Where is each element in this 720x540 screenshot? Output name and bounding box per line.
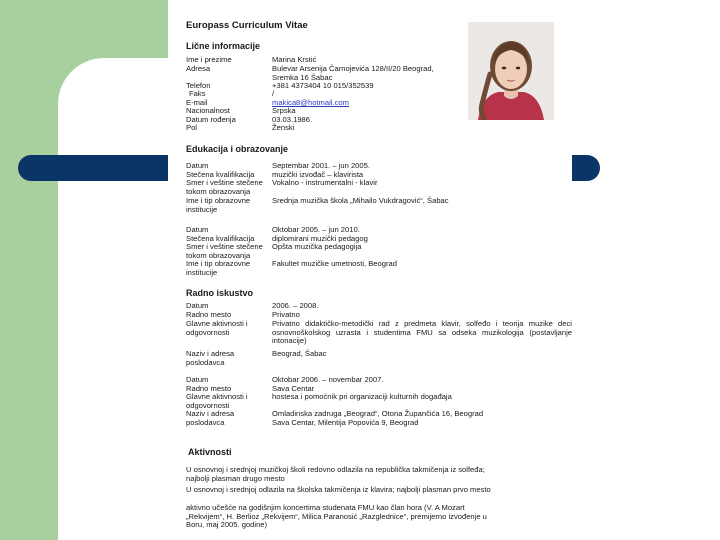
row-label: Glavne aktivnosti i odgovornosti [186, 392, 248, 410]
row-label: Glavne aktivnosti i odgovornosti [186, 319, 248, 337]
activity-paragraph: U osnovnoj i srednjoj muzičkoj školi redovno odlazila na republička takmičenja iz solfeđa; najbolji plasman drugo mesto [186, 465, 485, 483]
row-value: Privatno [272, 310, 300, 319]
row-label: Smer i veštine stečene tokom obrazovanja [186, 178, 263, 196]
row-label: Naziv i adresa poslodavca [186, 349, 235, 367]
row-value: Septembar 2001. – jun 2005. [272, 161, 370, 170]
row-label: Naziv i adresa poslodavca [186, 409, 235, 427]
row-label: Ime i prezime [186, 55, 232, 64]
row-value: Bulevar Arsenija Čarnojevića 128/II/20 Beograd, Sremka 16 Šabac [272, 64, 434, 82]
row-value: Sava Centar [272, 384, 315, 393]
section-heading-personal: Lične informacije [186, 41, 261, 51]
row-label: Telefon [186, 81, 211, 90]
row-label: Ime i tip obrazovne institucije [186, 259, 251, 277]
row-value: diplomirani muzički pedagog [272, 234, 368, 243]
row-value: Ženski [272, 123, 295, 132]
row-label: Radno mesto [186, 310, 232, 319]
row-value: Srednja muzička škola „Mihailo Vukdragović“, Šabac [272, 196, 449, 205]
row-value: Privatno didaktičko-metodički rad z predmeta klavir, solfeđo i teorija muzike deci osnovnoškolskog uzrasta i studentima FMU sa odseka muzikologija (postavljanje intonacije) [272, 319, 572, 346]
row-value: / [272, 89, 275, 98]
cv-title: Europass Curriculum Vitae [186, 20, 308, 31]
education-row-institution [186, 197, 570, 217]
row-label: Pol [186, 123, 197, 132]
activity-paragraph: aktivno učešće na godišnjim koncertima studenata FMU kao član hora (V. A Mozart „Rekvijem“, H. Berlioz „Rekvijem“, Milica Paranosić „Razglednice“, premijerno izvođenje u Boru, maj 2005. godine) [186, 503, 487, 530]
portrait-image [468, 22, 554, 120]
row-value: Vokalno - instrumentalni - klavir [272, 178, 378, 187]
row-label: Faks [189, 89, 206, 98]
work-row-employer [186, 350, 570, 370]
section-heading-education: Edukacija i obrazovanje [186, 144, 289, 154]
section-heading-activities: Aktivnosti [188, 447, 232, 457]
work-row-employer [186, 410, 570, 430]
row-value: muzički izvođač – klavirista [272, 170, 364, 179]
row-value: 2006. – 2008. [272, 301, 319, 310]
cv-page [168, 0, 572, 540]
row-value: Fakultet muzičke umetnosti, Beograd [272, 259, 397, 268]
row-value: Beograd, Šabac [272, 349, 327, 358]
row-label: Datum [186, 161, 209, 170]
row-label: Ime i tip obrazovne institucije [186, 196, 251, 214]
row-label: Datum [186, 225, 209, 234]
row-value: Marina Krstić [272, 55, 317, 64]
row-label: Datum [186, 375, 209, 384]
row-value: Omladinska zadruga „Beograd“, Otona Župančića 16, Beograd Sava Centar, Milentija Popovića 9, Beograd [272, 409, 484, 427]
row-label: Datum rođenja [186, 115, 236, 124]
row-label: Stečena kvalifikacija [186, 234, 255, 243]
row-value: hostesa i pomoćnik pri organizaciji kulturnih događaja [272, 392, 452, 401]
row-label: Adresa [186, 64, 211, 73]
activity-paragraph: U osnovnoj i srednjoj odlazila na školska takmičenja iz klavira; najbolji plasman prvo mesto [186, 485, 491, 494]
row-label: E-mail [186, 98, 208, 107]
row-label: Stečena kvalifikacija [186, 170, 255, 179]
education-row-institution [186, 260, 570, 280]
row-label: Nacionalnost [186, 106, 230, 115]
profile-photo [468, 22, 554, 120]
email-link[interactable]: makica8@hotmail.com [272, 98, 349, 107]
row-value: Oktobar 2006. – novembar 2007. [272, 375, 384, 384]
row-label: Radno mesto [186, 384, 232, 393]
row-label: Datum [186, 301, 209, 310]
row-value: +381 4373404 10 015/352539 [272, 81, 374, 90]
row-value: Opšta muzička pedagogija [272, 242, 362, 251]
row-label: Smer i veštine stečene tokom obrazovanja [186, 242, 263, 260]
row-value: Srpska [272, 106, 296, 115]
section-heading-work: Radno iskustvo [186, 288, 254, 298]
row-value: 03.03.1986. [272, 115, 313, 124]
personal-row-sex [186, 124, 570, 144]
work-row-activities [186, 320, 570, 346]
row-value: Oktobar 2005. – jun 2010. [272, 225, 360, 234]
